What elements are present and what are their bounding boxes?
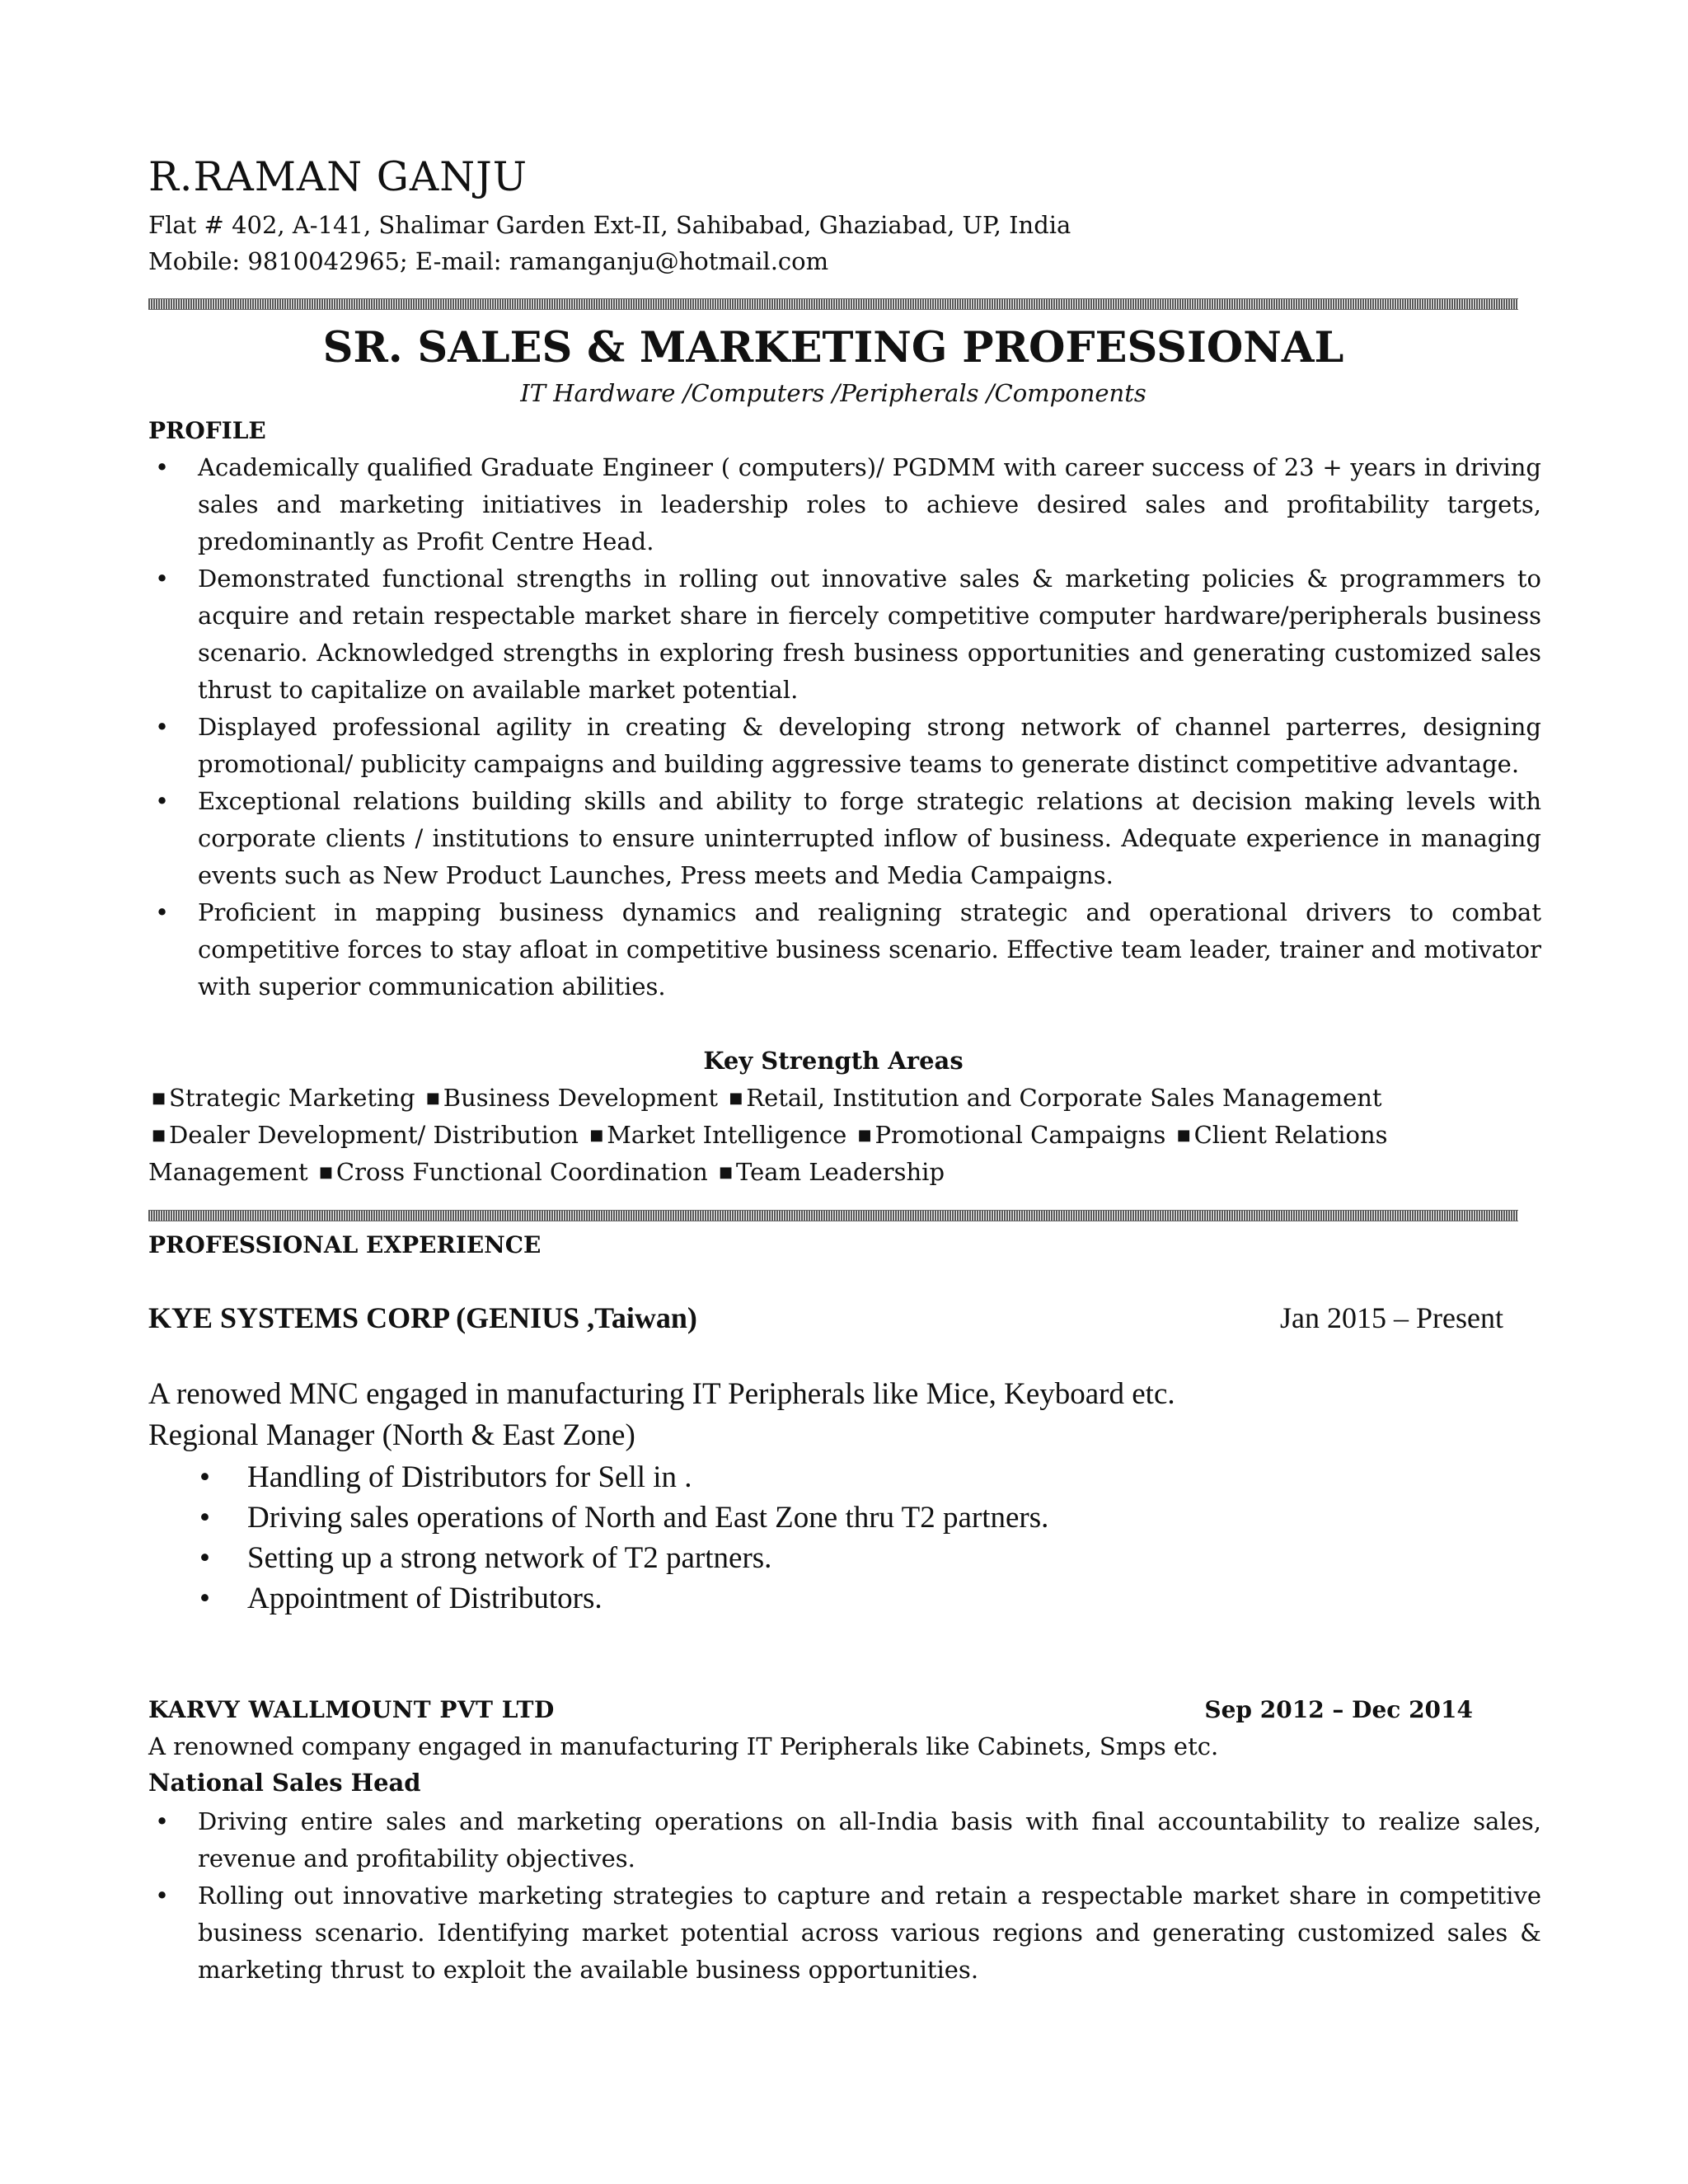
- strength-item: Cross Functional Coordination: [335, 1158, 708, 1186]
- company-description: A renowned company engaged in manufacturing IT Peripherals like Cabinets, Smps etc.: [148, 1732, 1219, 1760]
- square-bullet-icon: ■: [1176, 1127, 1191, 1144]
- strength-item: Dealer Development/ Distribution: [169, 1121, 579, 1149]
- bullet-icon: •: [155, 565, 170, 593]
- strength-item: Business Development: [443, 1084, 719, 1112]
- strength-item: Retail, Institution and Corporate Sales Management: [746, 1084, 1382, 1112]
- list-item: [148, 709, 1541, 783]
- job-header: [148, 1696, 1518, 1731]
- job-bullet-text: Appointment of Distributors.: [247, 1582, 603, 1615]
- strength-item: Promotional Campaigns: [874, 1121, 1166, 1149]
- job-bullets: [148, 1803, 1541, 1989]
- square-bullet-icon: ■: [857, 1127, 872, 1144]
- strength-item: Team Leadership: [736, 1158, 945, 1186]
- list-item: [148, 1538, 1048, 1578]
- profile-bullet-text: Academically qualified Graduate Engineer ( computers)/ PGDMM with career success of 23 + years in driving sales and marketing initiatives in leadership roles to achieve desired sales and profitability targets, predominantly as Profit Centre Head.: [198, 453, 1541, 555]
- section-divider: [148, 298, 1518, 310]
- list-item: [148, 1803, 1541, 1877]
- experience-heading: PROFESSIONAL EXPERIENCE: [148, 1231, 542, 1258]
- headline-title: SR. SALES & MARKETING PROFESSIONAL: [322, 323, 1344, 373]
- list-item: [148, 1578, 1048, 1619]
- list-item: [148, 1457, 1048, 1497]
- bullet-icon: •: [199, 1582, 210, 1615]
- bullet-icon: •: [199, 1460, 210, 1494]
- job-bullet-text: Driving entire sales and marketing operations on all-India basis with final accountability to realize sales, revenue and profitability objectives.: [198, 1807, 1541, 1872]
- bullet-icon: •: [199, 1541, 210, 1575]
- list-item: [148, 894, 1541, 1005]
- bullet-icon: •: [199, 1501, 210, 1535]
- candidate-name: R.RAMAN GANJU: [148, 153, 528, 200]
- profile-heading: PROFILE: [148, 417, 266, 444]
- square-bullet-icon: ■: [729, 1090, 743, 1107]
- job-dates: Sep 2012 – Dec 2014: [1204, 1696, 1473, 1723]
- square-bullet-icon: ■: [152, 1127, 166, 1144]
- bullet-icon: •: [155, 713, 170, 741]
- square-bullet-icon: ■: [425, 1090, 440, 1107]
- headline-subtitle: IT Hardware /Computers /Peripherals /Components: [520, 379, 1146, 407]
- profile-bullet-text: Proficient in mapping business dynamics and realigning strategic and operational drivers to combat competitive forces to stay afloat in competitive business scenario. Effective team leader, trainer and motivator with superior communication abilities.: [198, 898, 1541, 1001]
- job-bullet-text: Handling of Distributors for Sell in .: [247, 1460, 692, 1494]
- address-line: Flat # 402, A-141, Shalimar Garden Ext-II, Sahibabad, Ghaziabad, UP, India: [148, 211, 1071, 239]
- profile-bullet-text: Displayed professional agility in creating & developing strong network of channel parterres, designing promotional/ publicity campaigns and building aggressive teams to generate distinct competitive advantage.: [198, 713, 1541, 778]
- square-bullet-icon: ■: [318, 1164, 333, 1181]
- job-bullet-text: Driving sales operations of North and East Zone thru T2 partners.: [247, 1501, 1049, 1535]
- strength-item: Strategic Marketing: [169, 1084, 415, 1112]
- company-name: KARVY WALLMOUNT PVT LTD: [148, 1696, 555, 1723]
- list-item: [148, 783, 1541, 894]
- job-bullet-text: Rolling out innovative marketing strategies to capture and retain a respectable market share in competitive business scenario. Identifying market potential across various regions and generating customized sales & marketing thrust to exploit the available business opportunities.: [198, 1882, 1541, 1984]
- bullet-icon: •: [155, 898, 170, 926]
- list-item: [148, 560, 1541, 709]
- bullet-icon: •: [155, 787, 170, 815]
- bullet-icon: •: [155, 453, 170, 481]
- profile-bullets: [148, 449, 1541, 1005]
- job-dates: Jan 2015 – Present: [1280, 1301, 1503, 1334]
- list-item: [148, 1497, 1048, 1538]
- company-description: A renowed MNC engaged in manufacturing IT Peripherals like Mice, Keyboard etc.: [148, 1377, 1175, 1411]
- company-name: KYE SYSTEMS CORP (GENIUS ,Taiwan): [148, 1301, 697, 1334]
- profile-bullet-text: Demonstrated functional strengths in rolling out innovative sales & marketing policies & programmers to acquire and retain respectable market share in fiercely competitive computer hardware/peripherals business scenario. Acknowledged strengths in exploring fresh business opportunities and generating customized sales thrust to capitalize on available market potential.: [198, 565, 1541, 704]
- job-bullets: [148, 1457, 1048, 1619]
- strength-item: Market Intelligence: [607, 1121, 847, 1149]
- job-bullet-text: Setting up a strong network of T2 partners.: [247, 1541, 772, 1575]
- strengths-heading: Key Strength Areas: [703, 1047, 964, 1075]
- job-role: Regional Manager (North & East Zone): [148, 1418, 635, 1452]
- section-divider: [148, 1210, 1518, 1221]
- job-role: National Sales Head: [148, 1769, 421, 1797]
- list-item: [148, 449, 1541, 560]
- contact-line: Mobile: 9810042965; E-mail: ramanganju@hotmail.com: [148, 247, 829, 275]
- job-header: [148, 1301, 1518, 1340]
- profile-bullet-text: Exceptional relations building skills and ability to forge strategic relations at decision making levels with corporate clients / institutions to ensure uninterrupted inflow of business. Adequate experience in managing events such as New Product Launches, Press meets and Media Campaigns.: [198, 787, 1541, 889]
- square-bullet-icon: ■: [589, 1127, 604, 1144]
- bullet-icon: •: [155, 1807, 170, 1835]
- square-bullet-icon: ■: [152, 1090, 166, 1107]
- square-bullet-icon: ■: [719, 1164, 734, 1181]
- list-item: [148, 1877, 1541, 1989]
- bullet-icon: •: [155, 1882, 170, 1910]
- strengths-list: [148, 1080, 1541, 1191]
- strength-item: Client Relations Management: [148, 1121, 1388, 1186]
